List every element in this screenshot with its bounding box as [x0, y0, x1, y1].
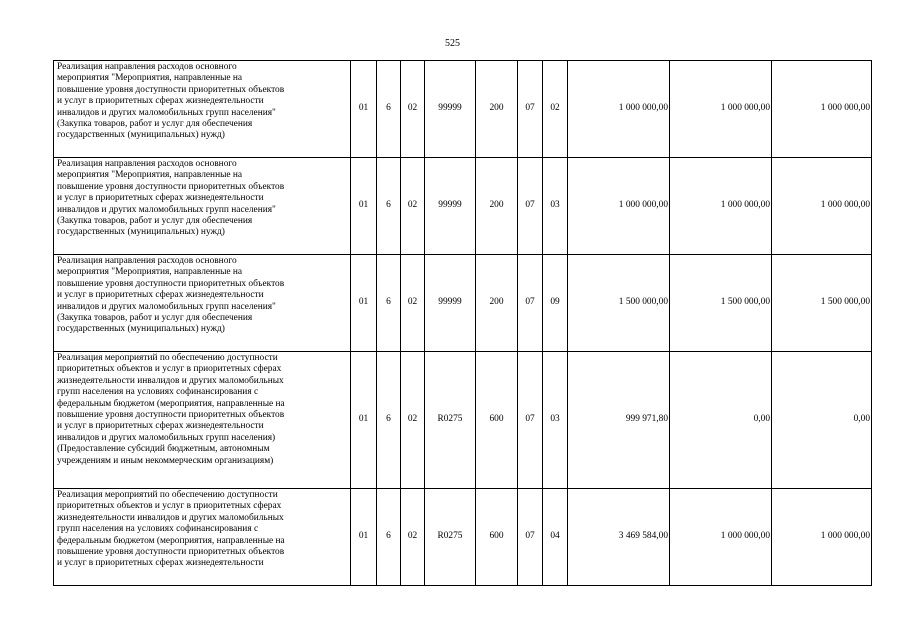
- amount-year-1-cell: 1 500 000,00: [568, 255, 670, 352]
- description-line: повышение уровня доступности приоритетных объектов: [57, 410, 285, 421]
- subsection-cell: 03: [543, 352, 568, 489]
- amount-year-3-cell: 1 000 000,00: [772, 489, 872, 586]
- amount-year-3-cell: 0,00: [772, 352, 872, 489]
- description-line: инвалидов и других маломобильных групп населения": [57, 301, 276, 312]
- description-line: повышение уровня доступности приоритетных объектов: [57, 84, 285, 95]
- event-code-cell: 02: [401, 255, 425, 352]
- description-line: приоритетных объектов и услуг в приоритетных сферах: [57, 501, 282, 512]
- direction-code-cell: 99999: [425, 255, 476, 352]
- direction-code-cell: 99999: [425, 158, 476, 255]
- subprogram-code-cell: 6: [377, 61, 401, 158]
- amount-year-2-cell: 1 000 000,00: [670, 61, 772, 158]
- description-line: приоритетных объектов и услуг в приоритетных сферах: [57, 364, 282, 375]
- expense-description: [54, 352, 351, 489]
- event-code-cell: 02: [401, 352, 425, 489]
- subprogram-code-cell: 6: [377, 489, 401, 586]
- expense-type-cell: 600: [476, 352, 518, 489]
- description-line: государственных (муниципальных) нужд): [57, 324, 225, 335]
- description-line: инвалидов и других маломобильных групп населения): [57, 432, 276, 443]
- expense-type-cell: 200: [476, 61, 518, 158]
- description-line: федеральным бюджетом (мероприятия, направленные на: [57, 535, 285, 546]
- direction-code-cell: R0275: [425, 352, 476, 489]
- description-line: государственных (муниципальных) нужд): [57, 130, 225, 141]
- section-cell: 07: [518, 61, 543, 158]
- description-line: мероприятия "Мероприятия, направленные на: [57, 73, 243, 84]
- description-line: мероприятия "Мероприятия, направленные на: [57, 170, 243, 181]
- table-row: [54, 489, 872, 586]
- expense-description: [54, 255, 351, 352]
- section-cell: 07: [518, 352, 543, 489]
- description-line: инвалидов и других маломобильных групп населения": [57, 204, 276, 215]
- subprogram-code-cell: 6: [377, 255, 401, 352]
- expense-type-cell: 200: [476, 158, 518, 255]
- amount-year-2-cell: 1 000 000,00: [670, 489, 772, 586]
- direction-code-cell: 99999: [425, 61, 476, 158]
- amount-year-1-cell: 1 000 000,00: [568, 158, 670, 255]
- section-cell: 07: [518, 255, 543, 352]
- table-row: [54, 255, 872, 352]
- expense-description: [54, 158, 351, 255]
- program-code-cell: 01: [351, 61, 377, 158]
- expense-type-cell: 200: [476, 255, 518, 352]
- description-line: и услуг в приоритетных сферах жизнедеятельности: [57, 96, 264, 107]
- description-line: Реализация мероприятий по обеспечению доступности: [57, 490, 278, 500]
- amount-year-2-cell: 1 000 000,00: [670, 158, 772, 255]
- subsection-cell: 09: [543, 255, 568, 352]
- description-line: повышение уровня доступности приоритетных объектов: [57, 547, 285, 558]
- amount-year-3-cell: 1 000 000,00: [772, 158, 872, 255]
- amount-year-1-cell: 1 000 000,00: [568, 61, 670, 158]
- description-line: (Закупка товаров, работ и услуг для обеспечения: [57, 216, 253, 227]
- subsection-cell: 03: [543, 158, 568, 255]
- description-line: учреждениям и иным некоммерческим организациям): [57, 455, 274, 466]
- program-code-cell: 01: [351, 158, 377, 255]
- description-line: повышение уровня доступности приоритетных объектов: [57, 181, 285, 192]
- amount-year-3-cell: 1 500 000,00: [772, 255, 872, 352]
- description-line: государственных (муниципальных) нужд): [57, 227, 225, 238]
- subsection-cell: 04: [543, 489, 568, 586]
- description-line: мероприятия "Мероприятия, направленные на: [57, 267, 243, 278]
- table-row: [54, 158, 872, 255]
- description-line: жизнедеятельности инвалидов и других маломобильных: [57, 512, 284, 523]
- description-line: и услуг в приоритетных сферах жизнедеятельности: [57, 290, 264, 301]
- description-line: и услуг в приоритетных сферах жизнедеятельности: [57, 558, 264, 569]
- subprogram-code-cell: 6: [377, 158, 401, 255]
- amount-year-2-cell: 0,00: [670, 352, 772, 489]
- event-code-cell: 02: [401, 489, 425, 586]
- table-row: [54, 61, 872, 158]
- description-line: Реализация направления расходов основного: [57, 256, 237, 266]
- description-line: и услуг в приоритетных сферах жизнедеятельности: [57, 421, 264, 432]
- amount-year-1-cell: 3 469 584,00: [568, 489, 670, 586]
- description-line: Реализация направления расходов основного: [57, 159, 237, 169]
- description-line: (Предоставление субсидий бюджетным, автономным: [57, 444, 270, 455]
- expense-description: [54, 489, 351, 586]
- description-line: Реализация направления расходов основного: [57, 62, 237, 72]
- amount-year-2-cell: 1 500 000,00: [670, 255, 772, 352]
- amount-year-3-cell: 1 000 000,00: [772, 61, 872, 158]
- description-line: (Закупка товаров, работ и услуг для обеспечения: [57, 119, 253, 130]
- description-line: жизнедеятельности инвалидов и других маломобильных: [57, 375, 284, 386]
- program-code-cell: 01: [351, 489, 377, 586]
- table-row: [54, 352, 872, 489]
- description-line: и услуг в приоритетных сферах жизнедеятельности: [57, 193, 264, 204]
- expense-description: [54, 61, 351, 158]
- description-line: федеральным бюджетом (мероприятия, направленные на: [57, 398, 285, 409]
- section-cell: 07: [518, 489, 543, 586]
- event-code-cell: 02: [401, 61, 425, 158]
- amount-year-1-cell: 999 971,80: [568, 352, 670, 489]
- description-line: Реализация мероприятий по обеспечению доступности: [57, 353, 278, 363]
- subsection-cell: 02: [543, 61, 568, 158]
- expense-type-cell: 600: [476, 489, 518, 586]
- section-cell: 07: [518, 158, 543, 255]
- page-number: 525: [445, 38, 460, 49]
- description-line: (Закупка товаров, работ и услуг для обеспечения: [57, 313, 253, 324]
- description-line: групп населения на условиях софинансирования с: [57, 524, 259, 535]
- description-line: инвалидов и других маломобильных групп населения": [57, 107, 276, 118]
- budget-table: [53, 60, 872, 586]
- direction-code-cell: R0275: [425, 489, 476, 586]
- subprogram-code-cell: 6: [377, 352, 401, 489]
- description-line: групп населения на условиях софинансирования с: [57, 387, 259, 398]
- event-code-cell: 02: [401, 158, 425, 255]
- description-line: повышение уровня доступности приоритетных объектов: [57, 278, 285, 289]
- program-code-cell: 01: [351, 255, 377, 352]
- program-code-cell: 01: [351, 352, 377, 489]
